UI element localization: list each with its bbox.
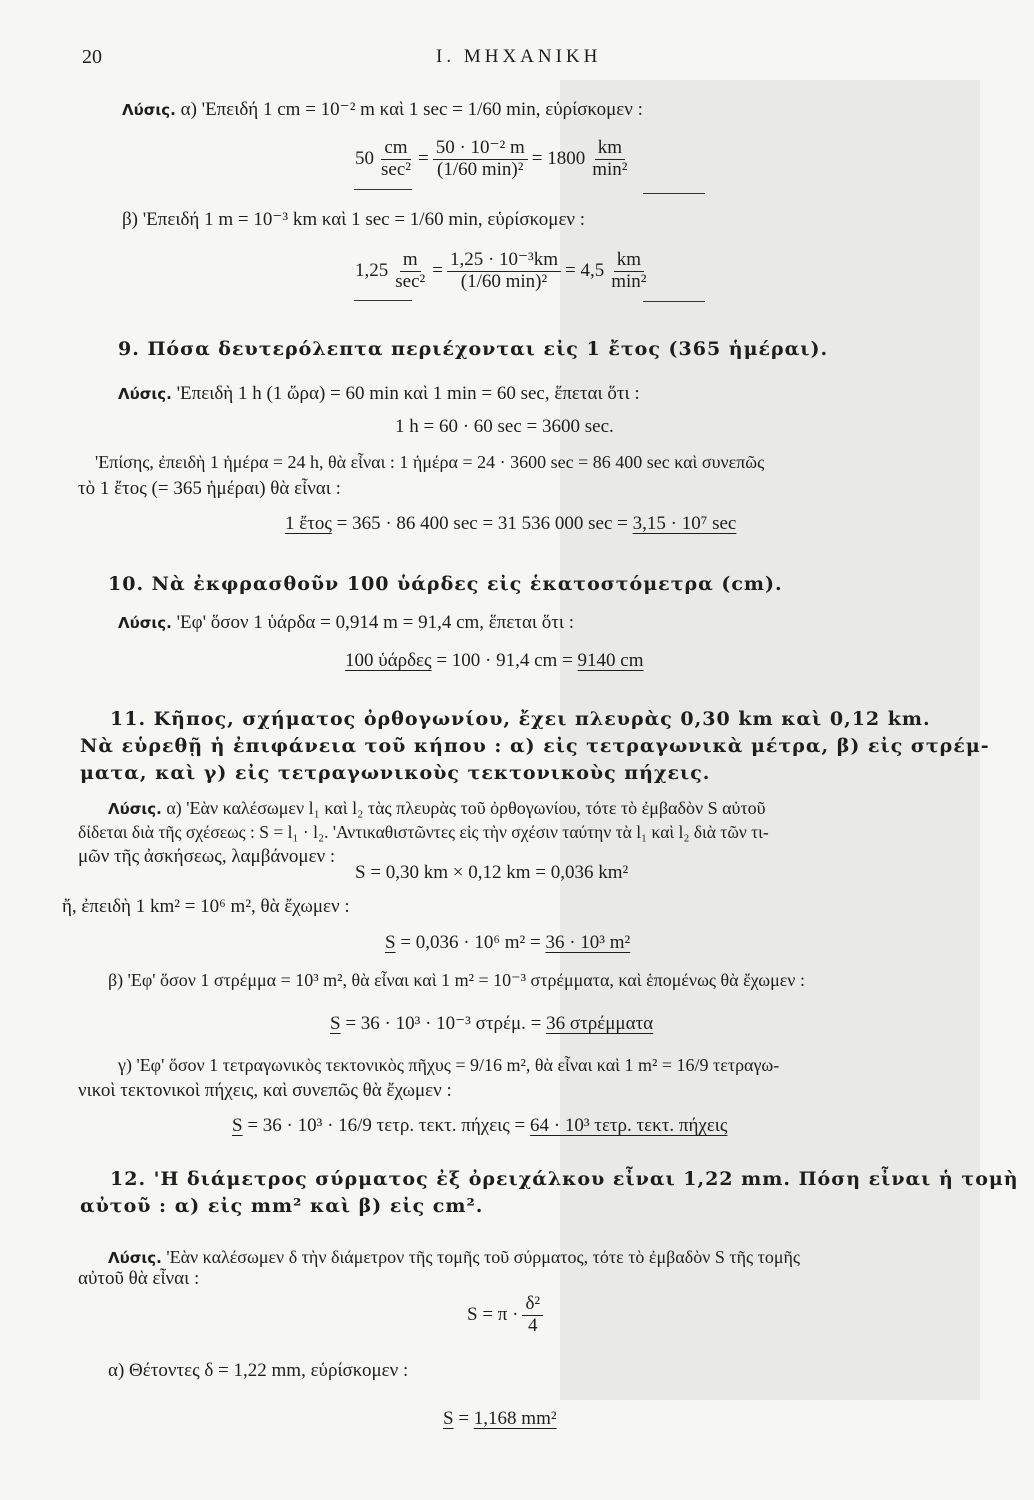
- s8-a-text: α) 'Επειδή 1 cm = 10⁻² m καὶ 1 sec = 1/60 min, εὑρίσκομεν :: [180, 99, 643, 120]
- p11-a1: α) 'Εὰν καλέσωμεν l₁ καὶ l₂ τὰς πλευρὰς τοῦ ὀρθογωνίου, τότε τὸ ἐμβαδὸν S αὐτοῦ: [166, 798, 766, 818]
- p11-c2: νικοὶ τεκτονικοὶ πήχεις, καὶ συνεπῶς θὰ ἔχωμεν :: [78, 1080, 452, 1101]
- problem-11-title-2: Νὰ εὑρεθῇ ἡ ἐπιφάνεια τοῦ κήπου : α) εἰς τετραγωνικὰ μέτρα, β) εἰς στρέμ-: [80, 735, 990, 757]
- eq-coef: 1,25: [355, 260, 389, 282]
- fraction: $\frac{\text{δ²}}{4}$: [522, 1294, 543, 1337]
- result-middle: = 365 · 86 400 sec = 31 536 000 sec =: [331, 513, 633, 534]
- solution-label: Λύσις.: [118, 614, 172, 632]
- p12-s1: 'Εὰν καλέσωμεν δ τὴν διάμετρον τῆς τομῆς τοῦ σύρματος, τότε τὸ ἐμβαδὸν S τῆς τομῆς: [166, 1247, 801, 1267]
- p11-a2: δίδεται διὰ τῆς σχέσεως : S = l₁ · l₂. 'Αντικαθιστῶντες εἰς τὴν σχέσιν ταύτην τὰ l₁ καὶ l₂ διὰ τῶν τι-: [78, 822, 769, 842]
- result-term: S: [443, 1408, 454, 1429]
- p10-result: [345, 650, 644, 672]
- p9-line3: 'Επίσης, ἐπειδὴ 1 ἡμέρα = 24 h, θὰ εἶναι : 1 ἡμέρα = 24 · 3600 sec = 86 400 sec καὶ συνεπῶς: [95, 452, 765, 472]
- p12-a1: α) Θέτοντες δ = 1,22 mm, εὑρίσκομεν :: [108, 1360, 409, 1381]
- result-value: 36 · 10³ m²: [545, 932, 631, 953]
- p9-line1: 'Επειδὴ 1 h (1 ὥρα) = 60 min καὶ 1 min = 60 sec, ἕπεται ὅτι :: [176, 383, 640, 404]
- p10-solution: [118, 612, 574, 634]
- p12-formula: [467, 1294, 547, 1337]
- solution-label: Λύσις.: [122, 101, 176, 119]
- p11-eq3: [330, 1012, 653, 1035]
- result-value: 9140 cm: [577, 650, 644, 671]
- eq-coef: 50: [355, 148, 374, 170]
- solution-label: Λύσις.: [118, 385, 172, 403]
- running-header: Ι. ΜΗΧΑΝΙΚΗ: [436, 46, 602, 67]
- s8-b-text: β) 'Επειδή 1 m = 10⁻³ km καὶ 1 sec = 1/60 min, εὑρίσκομεν :: [122, 209, 586, 230]
- fraction: $\frac{\text{1,25 · 10⁻³km}}{\text{(1/60 min)²}}$: [447, 250, 561, 293]
- s8-equation-b: 1,25 $\frac{m}{\text{sec²}}$ = $\frac{\text{1,25 · 10⁻³km}}{\text{(1/60 min)²}}$ = 4,5 $\frac{km}{\text{min²}}$: [355, 250, 654, 293]
- p9-line2: 1 h = 60 · 60 sec = 3600 sec.: [395, 416, 614, 437]
- underline: [354, 189, 412, 190]
- p9-solution: [118, 383, 640, 405]
- result-middle: = 36 · 10³ · 10⁻³ στρέμ. =: [340, 1013, 547, 1034]
- fraction: $\frac{cm}{\text{sec²}}$: [381, 137, 411, 180]
- result-term: S: [385, 932, 396, 953]
- p11-a3: μῶν τῆς ἀσκήσεως, λαμβάνομεν :: [78, 846, 336, 867]
- result-middle: = 0,036 · 10⁶ m² =: [395, 932, 546, 953]
- fraction: $\frac{m}{\text{sec²}}$: [395, 249, 426, 292]
- fraction: $\frac{\text{50 · 10⁻² m}}{\text{(1/60 min)²}}$: [433, 138, 528, 181]
- result-term: 100 ὑάρδες: [345, 650, 432, 671]
- result-term: 1 ἔτος: [285, 513, 332, 534]
- p9-line4: τὸ 1 ἔτος (= 365 ἡμέραι) θὰ εἶναι :: [78, 478, 341, 499]
- problem-12-title-2: αὐτοῦ : α) εἰς mm² καὶ β) εἰς cm².: [80, 1195, 484, 1217]
- p11-b1: β) 'Εφ' ὅσον 1 στρέμμα = 10³ m², θὰ εἶναι καὶ 1 m² = 10⁻³ στρέμματα, καὶ ἑπομένως θὰ ἔχωμεν :: [108, 970, 805, 990]
- eq-coef: = 1800: [531, 148, 586, 170]
- formula-lhs: S = π ·: [467, 1304, 519, 1326]
- s8-solution-line-a: [122, 98, 643, 121]
- underline: [643, 301, 705, 302]
- underline: [643, 193, 705, 194]
- p12-solution: [108, 1247, 800, 1268]
- page-number: 20: [82, 46, 102, 68]
- result-middle: = 100 · 91,4 cm =: [431, 650, 578, 671]
- result-value: 1,168 mm²: [473, 1408, 557, 1429]
- p9-result: [285, 513, 736, 535]
- underline: [354, 300, 412, 301]
- result-value: 3,15 · 10⁷ sec: [632, 513, 737, 534]
- result-middle: =: [453, 1408, 474, 1429]
- result-term: S: [232, 1115, 243, 1136]
- p12-s2: αὐτοῦ θὰ εἶναι :: [78, 1268, 200, 1289]
- p11-eq4: [232, 1115, 727, 1137]
- problem-9-title: 9. Πόσα δευτερόλεπτα περιέχονται εἰς 1 ἔτος (365 ἡμέραι).: [118, 338, 829, 360]
- p11-c1: γ) 'Εφ' ὅσον 1 τετραγωνικὸς τεκτονικὸς πῆχυς = 9/16 m², θὰ εἶναι καὶ 1 m² = 16/9 τετραγω-: [118, 1055, 780, 1075]
- solution-label: Λύσις.: [108, 1249, 162, 1267]
- p11-a4: ἤ, ἐπειδὴ 1 km² = 10⁶ m², θὰ ἔχωμεν :: [62, 896, 350, 917]
- p12-eq2: [443, 1408, 557, 1430]
- p11-solution: [108, 798, 766, 819]
- solution-label: Λύσις.: [108, 800, 162, 818]
- fraction: $\frac{km}{\text{min²}}$: [611, 249, 647, 292]
- result-term: S: [330, 1013, 341, 1034]
- p11-eq2: [385, 932, 630, 954]
- problem-11-title-3: ματα, καὶ γ) εἰς τετραγωνικοὺς τεκτονικοὺς πήχεις.: [80, 762, 711, 784]
- eq-coef: = 4,5: [565, 260, 605, 282]
- fraction: $\frac{km}{\text{min²}}$: [592, 137, 628, 180]
- problem-12-title-1: 12. 'Η διάμετρος σύρματος ἐξ ὀρειχάλκου εἶναι 1,22 mm. Πόση εἶναι ἡ τομὴ: [110, 1168, 1019, 1190]
- problem-11-title-1: 11. Κῆπος, σχήματος ὀρθογωνίου, ἔχει πλευρὰς 0,30 km καὶ 0,12 km.: [110, 708, 931, 730]
- result-middle: = 36 · 10³ · 16/9 τετρ. τεκτ. πήχεις =: [242, 1115, 531, 1136]
- result-value: 64 · 10³ τετρ. τεκτ. πήχεις: [530, 1115, 728, 1136]
- s8-equation-a: 50 $\frac{cm}{\text{sec²}}$ = $\frac{\text{50 · 10⁻² m}}{\text{(1/60 min)²}}$ = 1800 $\frac{km}{\text{min²}}$: [355, 138, 635, 181]
- p10-line1: 'Εφ' ὅσον 1 ὑάρδα = 0,914 m = 91,4 cm, ἕπεται ὅτι :: [176, 612, 575, 633]
- problem-10-title: 10. Νὰ ἐκφρασθοῦν 100 ὑάρδες εἰς ἑκατοστόμετρα (cm).: [108, 573, 783, 595]
- p11-eq1: S = 0,30 km × 0,12 km = 0,036 km²: [355, 862, 629, 883]
- result-value: 36 στρέμματα: [546, 1013, 654, 1034]
